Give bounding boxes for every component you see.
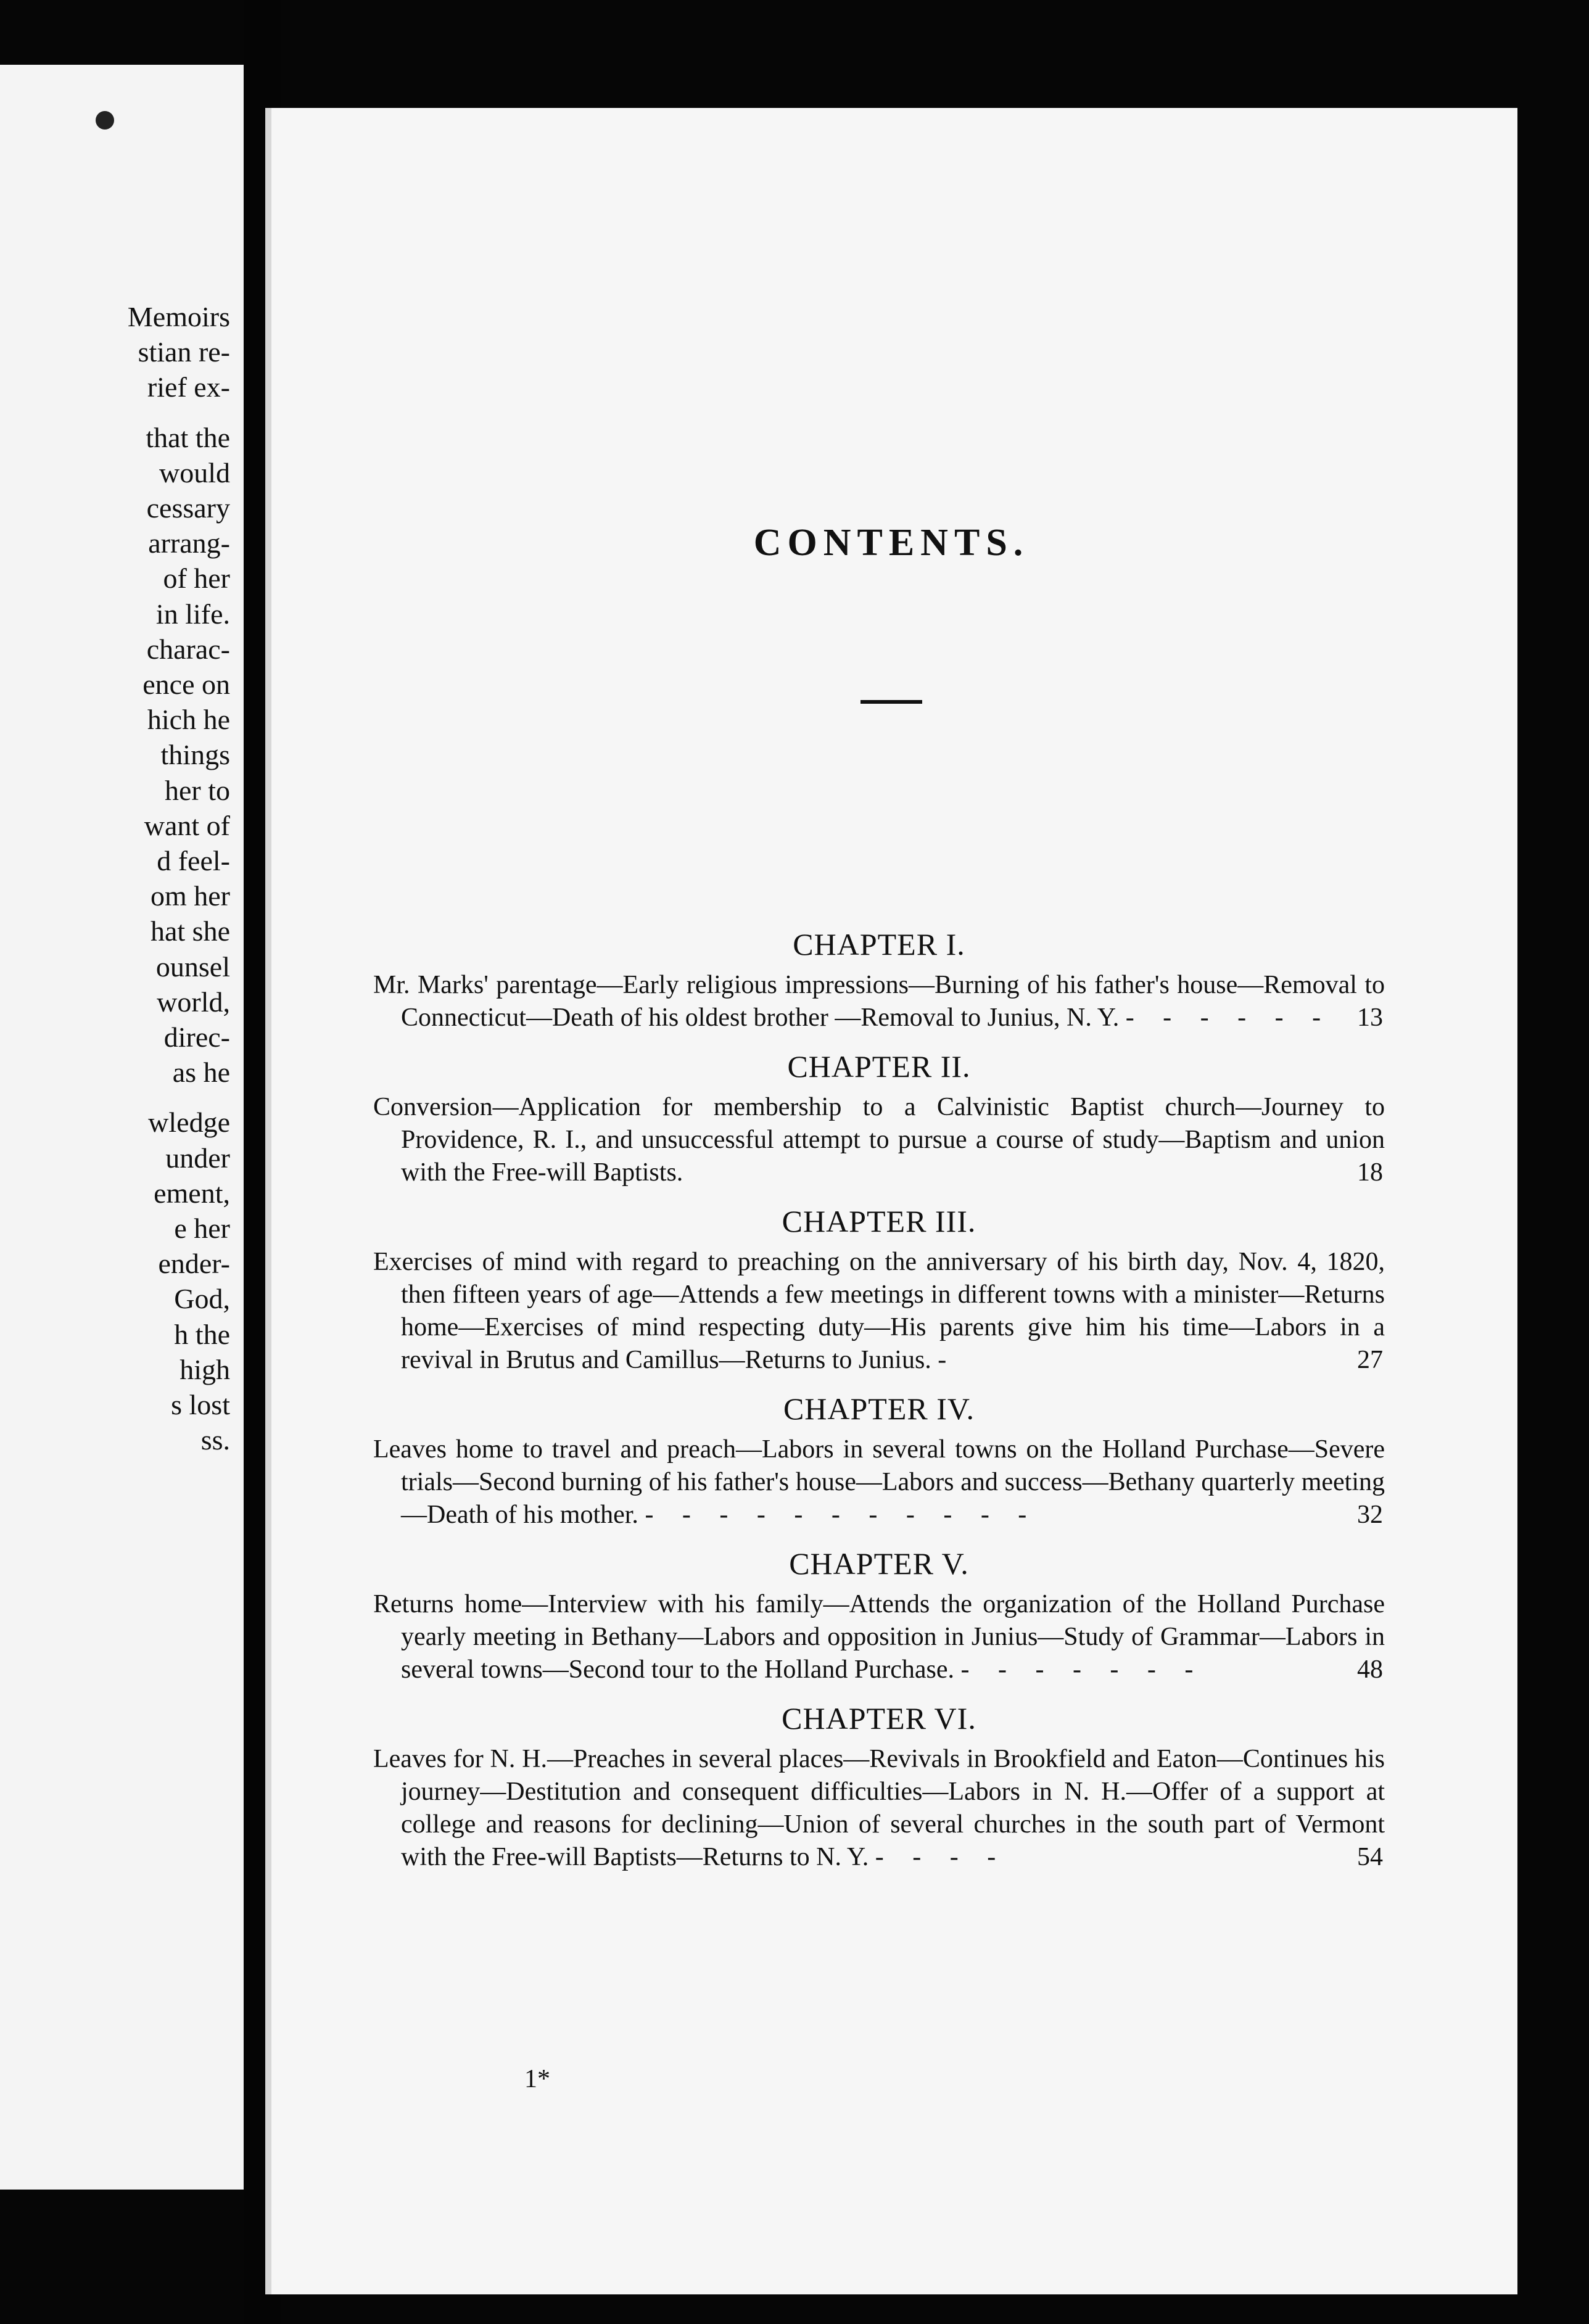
chapter-summary: Conversion—Application for membership to a Calvinistic Baptist church—Journey to Providence, R. I., and unsuccessful attempt to pursue a course of study—Baptism and union with the Free-will Baptists. 18	[373, 1093, 1385, 1187]
left-page-line: ender-	[158, 1248, 230, 1280]
chapter-heading: CHAPTER II.	[787, 1049, 971, 1084]
leader-dots: - - - - - - -	[960, 1655, 1205, 1684]
left-page-line: ement,	[154, 1177, 230, 1209]
left-page-line: God,	[174, 1283, 230, 1315]
left-page-line: in life.	[155, 598, 230, 630]
left-page-line: world,	[157, 986, 230, 1018]
chapter-heading: CHAPTER IV.	[783, 1391, 975, 1426]
leader-dots: - - - -	[875, 1843, 1007, 1871]
chapter-heading: CHAPTER VI.	[782, 1701, 976, 1736]
left-page-line: hich he	[147, 704, 230, 736]
left-page-line: want of	[144, 809, 230, 841]
left-page-line: stian re-	[138, 336, 230, 368]
chapter-summary-text: Conversion—Application for membership to a Calvinistic Baptist church—Journey to Providence, R. I., and unsuccessful attempt to pursue a course of study—Baptism and union with the Free-will Baptists.	[373, 1093, 1385, 1187]
left-page-line: wledge	[148, 1106, 230, 1139]
left-page-line: charac-	[146, 633, 230, 665]
chapter-summary: Leaves home to travel and preach—Labors in several towns on the Holland Purchase—Severe trials—Second burning of his father's house—Labors and success—Bethany quarterly meeting—Death of his mother. - - - - - - - - - - - 32	[373, 1435, 1385, 1529]
chapter-summary-text: Mr. Marks' parentage—Early religious impressions—Burning of his father's house—Removal to Connecticut—Death of his oldest brother —Removal to Junius, N. Y.	[373, 971, 1385, 1032]
scan-speck	[96, 111, 114, 130]
left-page-line: arrang-	[148, 527, 230, 559]
signature-mark: 1*	[524, 2065, 550, 2093]
title-rule	[861, 700, 922, 704]
left-page-line: hat she	[150, 915, 230, 947]
leader-dots: -	[938, 1346, 958, 1374]
left-page-line: ence on	[142, 669, 230, 701]
left-page-line: h the	[174, 1318, 230, 1350]
left-page-line: ss.	[200, 1424, 230, 1456]
left-page-line: om her	[150, 880, 230, 912]
chapter-summary: Leaves for N. H.—Preaches in several places—Revivals in Brookfield and Eaton—Continues his journey—Destitution and consequent difficulties—Labors in N. H.—Offer of a support at college and reasons for declining—Union of several churches in the south part of Vermont with the Free-will Baptists—Returns to N. Y. - - - - 54	[373, 1745, 1385, 1871]
left-page-line: that the	[146, 421, 230, 453]
leader-dots: - - - - - - - - - - -	[645, 1501, 1038, 1529]
left-page-line: direc-	[163, 1021, 230, 1053]
left-page-line: rief ex-	[147, 371, 230, 403]
left-page-line: as he	[172, 1057, 230, 1089]
left-page-line: would	[159, 456, 230, 488]
left-facing-page	[0, 65, 244, 2190]
left-page-line: high	[180, 1353, 230, 1385]
toc-chapter	[373, 1541, 1385, 1686]
toc-chapter	[373, 1199, 1385, 1377]
contents-page	[265, 108, 1517, 2294]
chapter-summary-text: Leaves for N. H.—Preaches in several places—Revivals in Brookfield and Eaton—Continues his journey—Destitution and consequent difficulties—Labors in N. H.—Offer of a support at college and reasons for declining—Union of several churches in the south part of Vermont with the Free-will Baptists—Returns to N. Y.	[373, 1745, 1385, 1871]
left-page-line: d feel-	[157, 845, 230, 877]
left-page-text	[0, 299, 244, 1458]
page-title: CONTENTS.	[753, 522, 1030, 564]
chapter-summary: Exercises of mind with regard to preaching on the anniversary of his birth day, Nov. 4, 1820, then fifteen years of age—Attends a few meetings in different towns with a minister—Returns home—Exercises of mind respecting duty—His parents give him his time—Labors in a revival in Brutus and Camillus—Returns to Junius. - 27	[373, 1248, 1385, 1374]
toc-chapter	[373, 1044, 1385, 1189]
chapter-summary: Mr. Marks' parentage—Early religious impressions—Burning of his father's house—Removal to Connecticut—Death of his oldest brother —Removal to Junius, N. Y. - - - - - - 13	[373, 971, 1385, 1032]
toc-chapter	[373, 1387, 1385, 1531]
chapter-heading: CHAPTER I.	[793, 927, 965, 962]
chapter-summary-text: Exercises of mind with regard to preaching on the anniversary of his birth day, Nov. 4, 1820, then fifteen years of age—Attends a few meetings in different towns with a minister—Returns home—Exercises of mind respecting duty—His parents give him his time—Labors in a revival in Brutus and Camillus—Returns to Junius.	[373, 1248, 1385, 1374]
left-page-line: of her	[163, 562, 230, 595]
left-page-line: ounsel	[155, 950, 230, 983]
chapter-summary: Returns home—Interview with his family—Attends the organization of the Holland Purchase yearly meeting in Bethany—Labors and opposition in Junius—Study of Grammar—Labors in several towns—Second tour to the Holland Purchase. - - - - - - - 48	[373, 1590, 1385, 1684]
chapter-summary-text: Leaves home to travel and preach—Labors in several towns on the Holland Purchase—Severe trials—Second burning of his father's house—Labors and success—Bethany quarterly meeting—Death of his mother.	[373, 1435, 1385, 1529]
page-edge-shadow	[265, 108, 271, 2294]
toc-chapter	[373, 922, 1385, 1034]
leader-dots: - - - - - -	[1125, 1003, 1332, 1032]
left-page-line: s lost	[171, 1389, 230, 1421]
chapter-summary-text: Returns home—Interview with his family—Attends the organization of the Holland Purchase yearly meeting in Bethany—Labors and opposition in Junius—Study of Grammar—Labors in several towns—Second tour to the Holland Purchase.	[373, 1590, 1385, 1684]
left-page-line: Memoirs	[127, 301, 230, 332]
left-page-line: under	[165, 1142, 230, 1174]
table-of-contents	[373, 922, 1385, 1884]
chapter-heading: CHAPTER V.	[789, 1546, 969, 1581]
toc-chapter	[373, 1696, 1385, 1874]
left-page-line: e her	[174, 1213, 230, 1245]
chapter-heading: CHAPTER III.	[782, 1204, 976, 1238]
left-page-line: things	[160, 739, 230, 771]
left-page-line: her to	[164, 774, 230, 806]
left-page-line: cessary	[146, 492, 230, 524]
